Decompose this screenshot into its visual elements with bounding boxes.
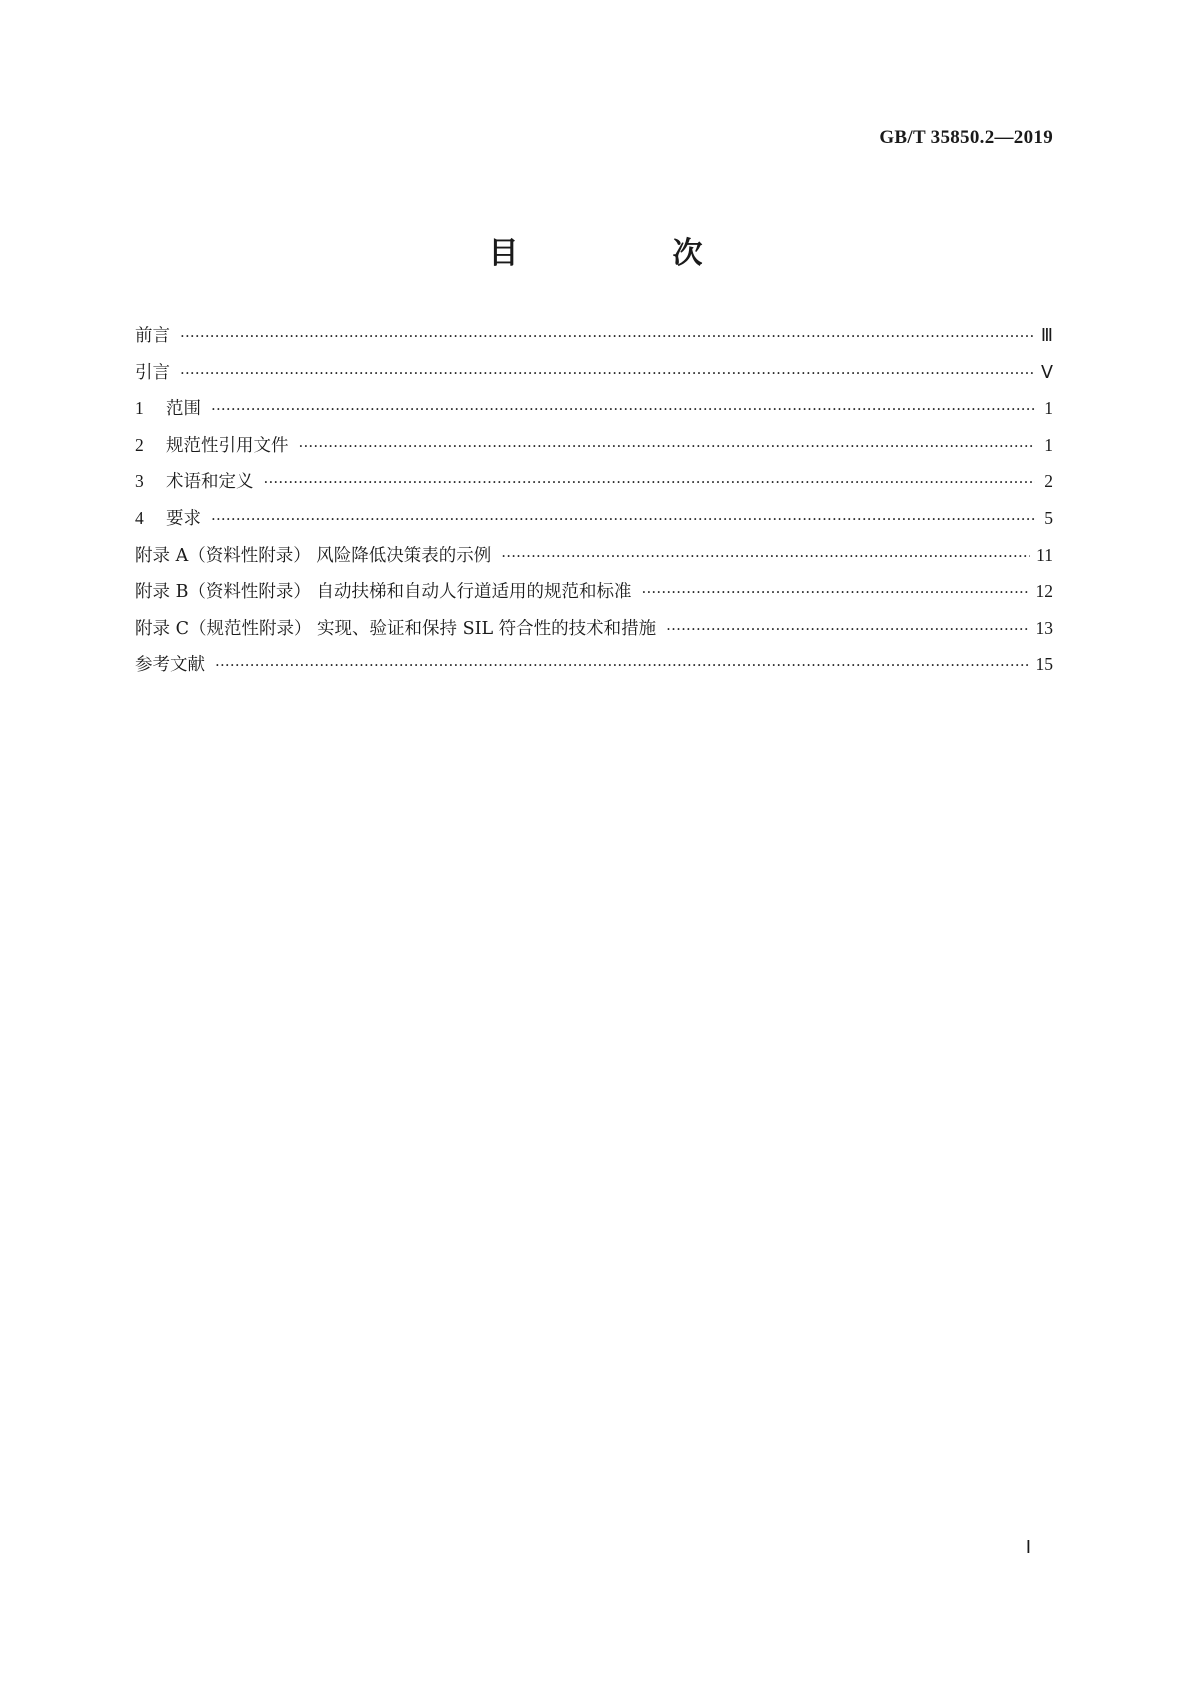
toc-entry[interactable] [135,615,1053,652]
toc-entry[interactable] [135,578,1053,615]
toc-leader-dots [641,583,1029,601]
toc-entry-label: 参考文献 [135,655,205,676]
toc-entry-page: 5 [1044,507,1053,528]
toc-leader-dots [211,510,1035,528]
toc-leader-dots [501,547,1030,565]
toc-entry-page: 1 [1044,398,1053,419]
toc-entry[interactable] [135,542,1053,579]
toc-leader-dots [180,364,1035,382]
toc-entry-page: 11 [1036,544,1053,565]
toc-entry-label: 引言 [135,362,170,383]
toc-entry-label: 4 要求 [135,507,201,529]
toc-leader-dots [211,400,1035,418]
toc-entry-label: 前言 [135,326,170,346]
toc-entry[interactable] [135,359,1053,396]
toc-entry[interactable] [135,322,1053,359]
toc-entry-page: 2 [1044,471,1053,492]
toc-entry-number: 1 [135,398,144,419]
toc-entry[interactable] [135,505,1053,542]
toc-entry[interactable] [135,395,1053,432]
toc-entry-label: 3 术语和定义 [135,471,254,493]
toc-entry-page: 1 [1044,434,1053,455]
toc-leader-dots [666,620,1029,638]
toc-leader-dots [180,327,1035,345]
toc-entry-page: Ⅴ [1041,361,1053,382]
page-number: Ⅰ [1025,1537,1031,1557]
toc-entry-number: 4 [135,507,144,528]
toc-entry-page: 13 [1035,617,1053,638]
toc-leader-dots [215,656,1030,674]
toc-entry-label: 2 规范性引用文件 [135,434,289,456]
toc-entry-page: 15 [1035,654,1053,675]
toc-entry[interactable] [135,468,1053,505]
toc-entry[interactable] [135,432,1053,469]
toc-leader-dots [264,473,1036,491]
toc-entry-number: 2 [135,434,144,455]
toc-entry[interactable] [135,651,1053,688]
table-of-contents [135,322,1053,688]
page-title: 目 次 [488,236,765,271]
standard-number: GB/T 35850.2—2019 [879,127,1053,148]
toc-entry-label: 附录 C（规范性附录） 实现、验证和保持 SIL 符合性的技术和措施 [135,618,657,639]
toc-entry-page: Ⅲ [1040,325,1053,345]
toc-entry-label: 1 范围 [135,398,201,420]
toc-entry-page: 12 [1035,581,1053,602]
toc-entry-label: 附录 B（资料性附录） 自动扶梯和自动人行道适用的规范和标准 [135,582,632,603]
toc-entry-number: 3 [135,471,144,492]
toc-entry-label: 附录 A（资料性附录） 风险降低决策表的示例 [135,545,492,566]
toc-leader-dots [299,437,1036,455]
